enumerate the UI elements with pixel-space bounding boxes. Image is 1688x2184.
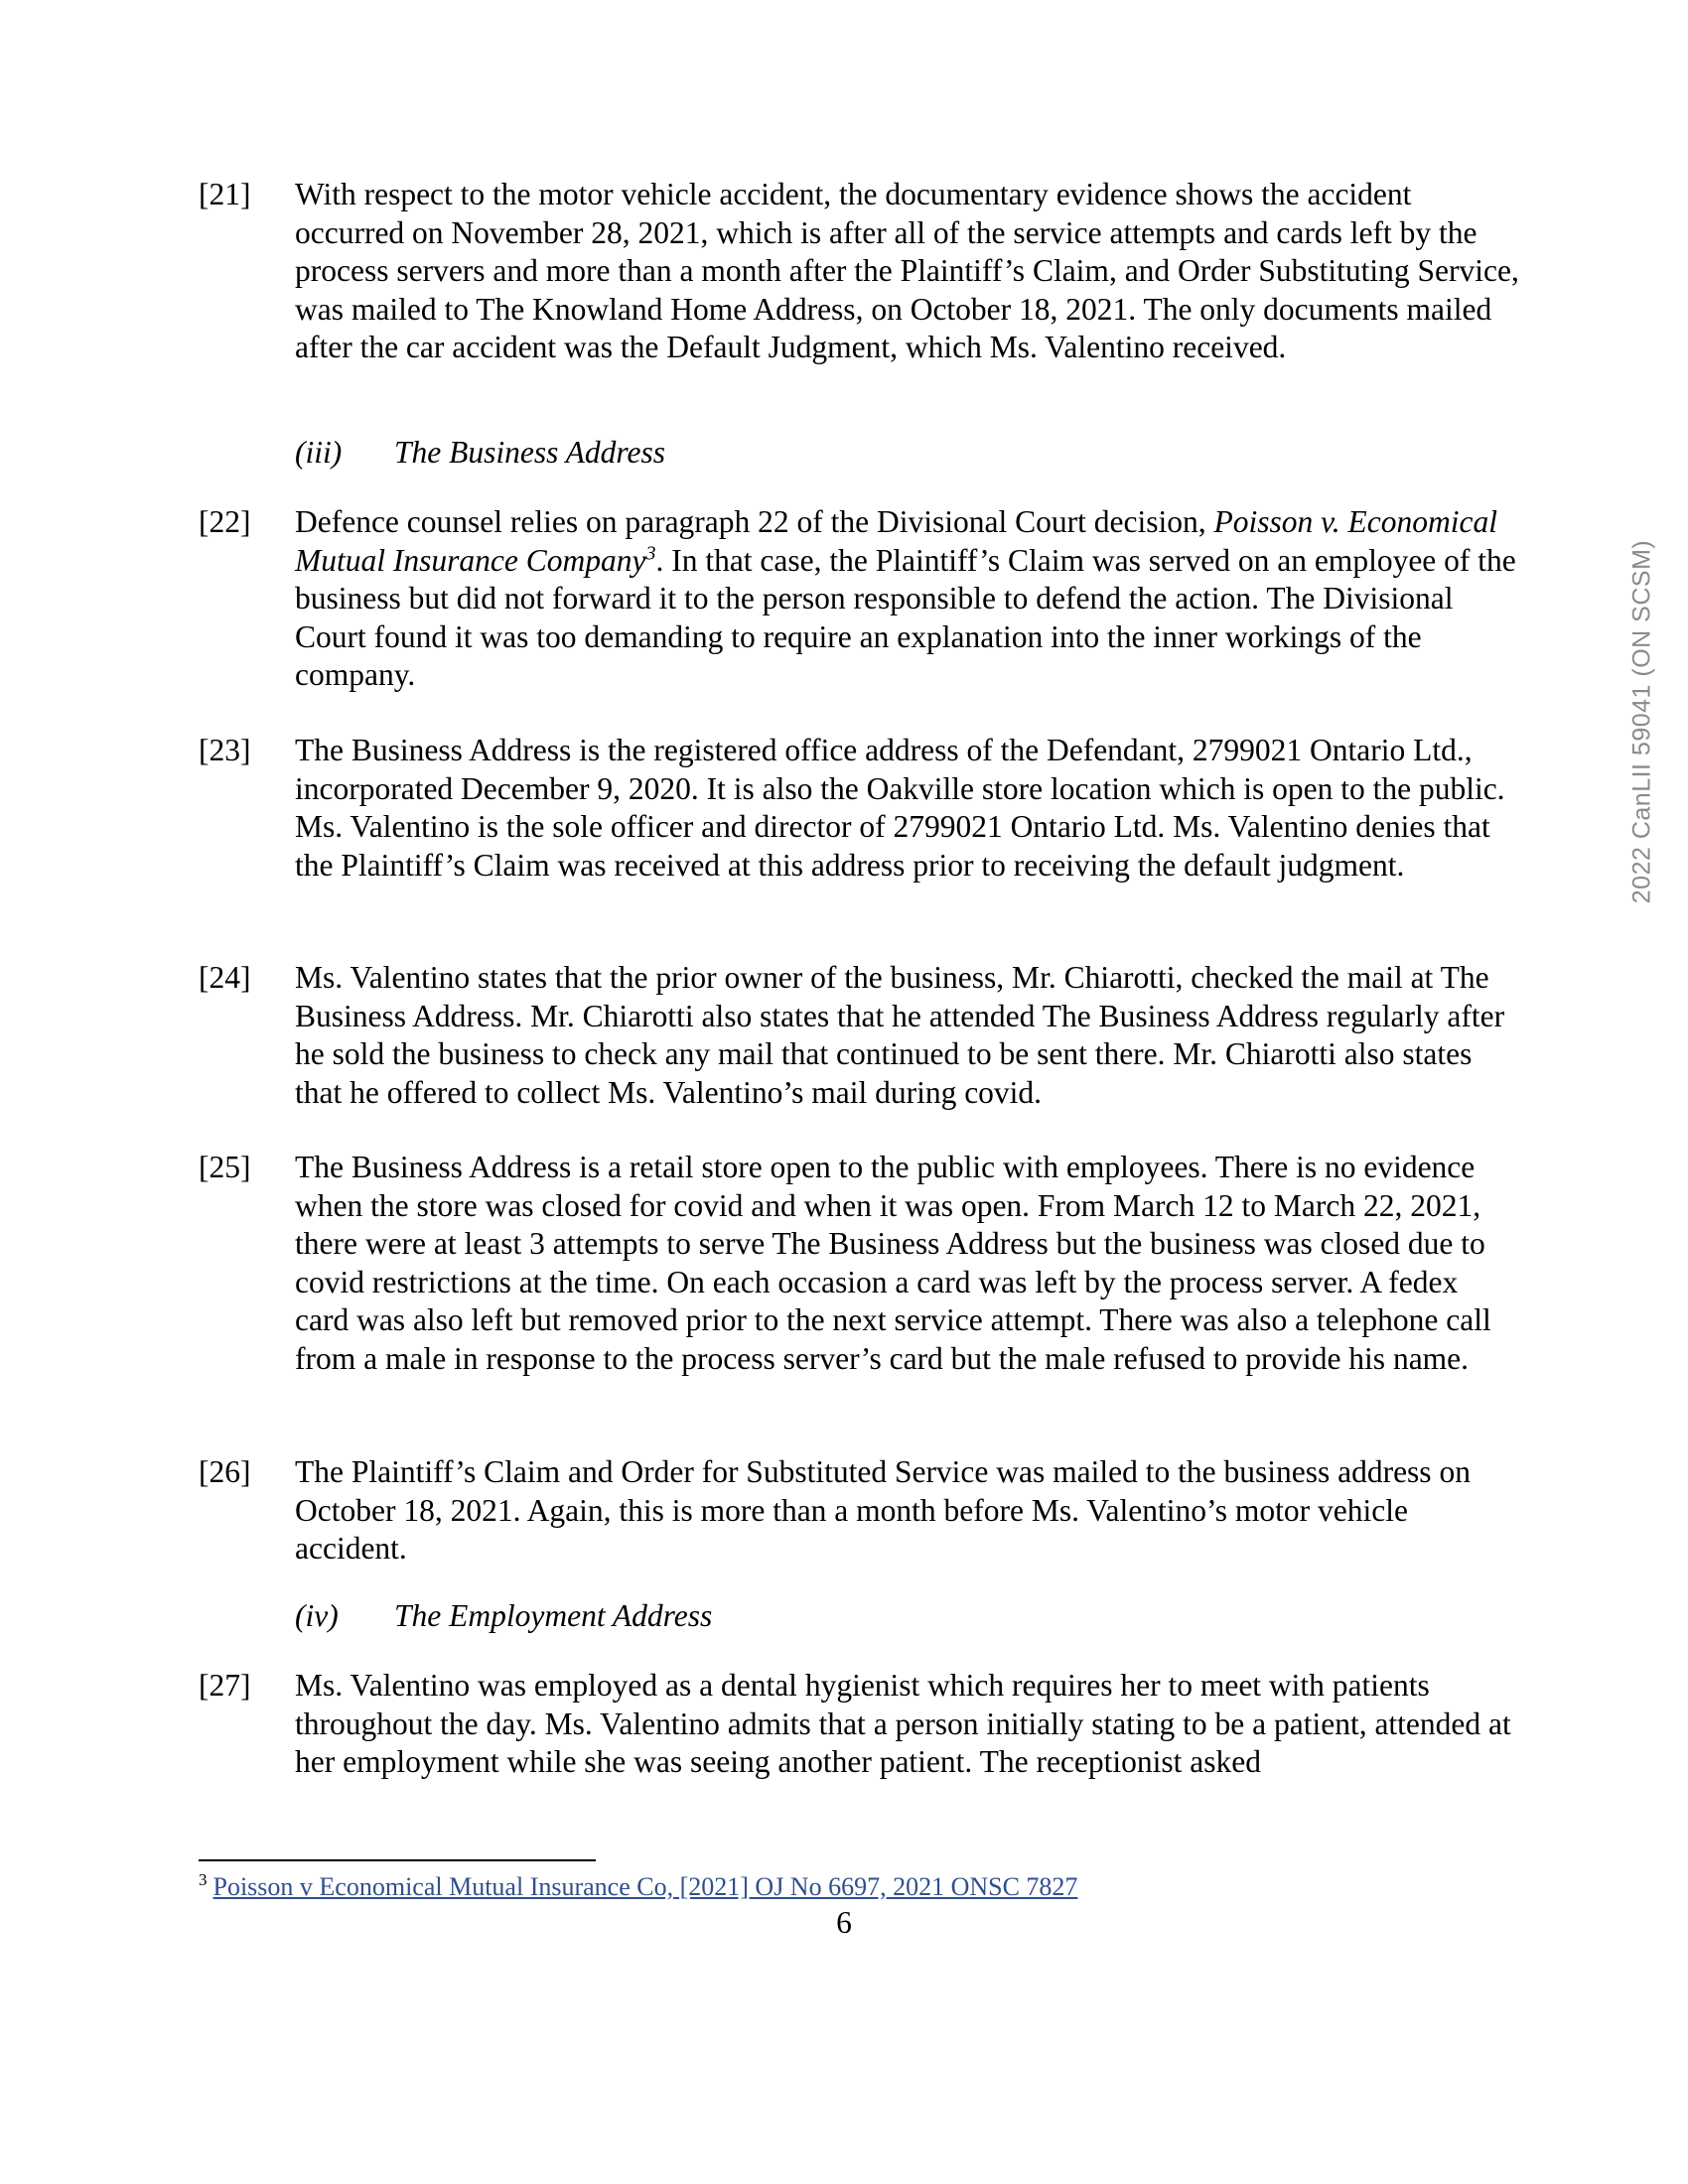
- paragraph-text-part: Defence counsel relies on paragraph 22 of the Divisional Court decision,: [295, 504, 1214, 539]
- paragraph-text: [295, 503, 1519, 695]
- paragraph-24: [199, 959, 1519, 1112]
- paragraph-text-part: . In that case, the Plaintiff’s Claim was served on an employee of the business but did not forward it to the person responsible to defend the action. The Divisional Court found it was too demanding to require an explanation into the inner workings of the company.: [295, 542, 1516, 692]
- paragraph-number: [22]: [199, 504, 251, 539]
- paragraph-text: Ms. Valentino states that the prior owner of the business, Mr. Chiarotti, checked the mail at The Business Address. Mr. Chiarotti also states that he attended The Business Address regularly after he sold the business to check any mail that continued to be sent there. Mr. Chiarotti also states that he offered to collect Ms. Valentino’s mail during covid.: [295, 960, 1505, 1110]
- paragraph-27: [199, 1667, 1519, 1782]
- paragraph-number: [21]: [199, 177, 251, 211]
- paragraph-21: [199, 176, 1519, 367]
- footnote-divider: [199, 1859, 596, 1861]
- paragraph-26: [199, 1453, 1519, 1569]
- paragraph-number: [23]: [199, 733, 251, 767]
- paragraph-text: With respect to the motor vehicle accident, the documentary evidence shows the accident occurred on November 28, 2021, which is after all of the service attempts and cards left by the process servers and more than a month after the Plaintiff’s Claim, and Order Substituting Service, was mailed to The Knowland Home Address, on October 18, 2021. The only documents mailed after the car accident was the Default Judgment, which Ms. Valentino received.: [295, 177, 1519, 364]
- paragraph-text: Ms. Valentino was employed as a dental hygienist which requires her to meet with patients throughout the day. Ms. Valentino admits that a person initially stating to be a patient, attended at her employment while she was seeing another patient. The receptionist asked: [295, 1668, 1511, 1779]
- section-title: The Employment Address: [394, 1598, 713, 1633]
- paragraph-23: [199, 732, 1519, 885]
- footnote-citation-link[interactable]: Poisson v Economical Mutual Insurance Co, [2021] OJ No 6697, 2021 ONSC 7827: [212, 1872, 1078, 1901]
- footnote-mark: 3: [199, 1870, 208, 1890]
- section-title: The Business Address: [394, 435, 666, 470]
- citation-watermark: 2022 CanLII 59041 (ON SCSM): [1627, 539, 1656, 904]
- section-heading-employment-address: [295, 1597, 712, 1636]
- footnote-reference[interactable]: 3: [645, 542, 656, 564]
- footnote: [199, 1871, 1077, 1903]
- paragraph-text: The Business Address is a retail store open to the public with employees. There is no evidence when the store was closed for covid and when it was open. From March 12 to March 22, 2021, there were at least 3 attempts to serve The Business Address but the business was closed due to covid restrictions at the time. On each occasion a card was left by the process server. A fedex card was also left but removed prior to the next service attempt. There was also a telephone call from a male in response to the process server’s card but the male refused to provide his name.: [295, 1150, 1491, 1376]
- paragraph-number: [26]: [199, 1454, 251, 1489]
- section-heading-business-address: [295, 434, 665, 473]
- paragraph-number: [24]: [199, 960, 251, 995]
- paragraph-22: [199, 503, 1519, 695]
- paragraph-25: [199, 1149, 1519, 1378]
- case-citation: Poisson v. Economical Mutual Insurance Company: [295, 504, 1497, 578]
- section-number: (iv): [295, 1598, 339, 1633]
- page-number: 6: [836, 1905, 852, 1940]
- section-number: (iii): [295, 435, 343, 470]
- paragraph-number: [27]: [199, 1668, 251, 1703]
- paragraph-text: The Business Address is the registered office address of the Defendant, 2799021 Ontario Ltd., incorporated December 9, 2020. It is also the Oakville store location which is open to the public. Ms. Valentino is the sole officer and director of 2799021 Ontario Ltd. Ms. Valentino denies that the Plaintiff’s Claim was received at this address prior to receiving the default judgment.: [295, 733, 1505, 883]
- paragraph-text: The Plaintiff’s Claim and Order for Substituted Service was mailed to the business address on October 18, 2021. Again, this is more than a month before Ms. Valentino’s motor vehicle accident.: [295, 1454, 1471, 1566]
- paragraph-number: [25]: [199, 1150, 251, 1184]
